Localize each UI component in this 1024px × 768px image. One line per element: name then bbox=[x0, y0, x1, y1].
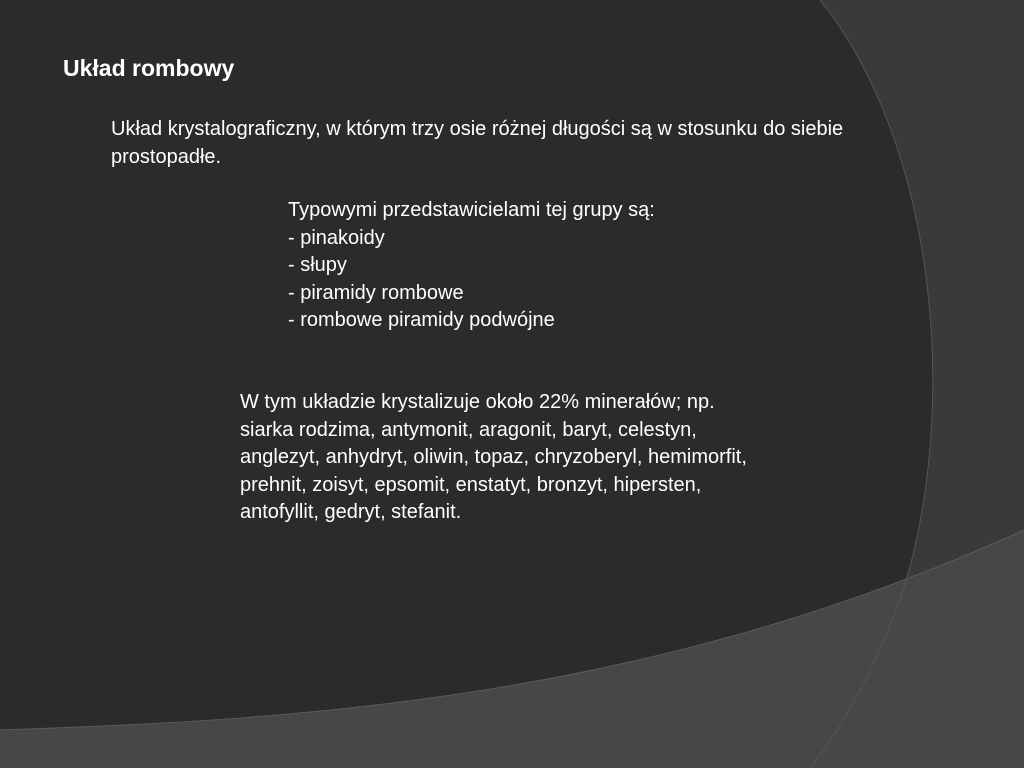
slide-title: Układ rombowy bbox=[63, 55, 235, 81]
list-item: - piramidy rombowe bbox=[288, 281, 464, 304]
representatives-heading: Typowymi przedstawicielami tej grupy są: bbox=[288, 199, 655, 221]
definition-text: Układ krystalograficzny, w którym trzy osie różnej długości są w stosunku do siebie prostopadłe. bbox=[111, 118, 844, 168]
list-item: - słupy bbox=[288, 254, 347, 276]
list-item: - rombowe piramidy podwójne bbox=[288, 309, 555, 331]
minerals-paragraph bbox=[240, 389, 940, 527]
representatives-block bbox=[288, 197, 888, 335]
list-item: - pinakoidy bbox=[288, 226, 385, 249]
minerals-line: siarka rodzima, antymonit, aragonit, baryt, celestyn, bbox=[240, 418, 697, 441]
minerals-line: prehnit, zoisyt, epsomit, enstatyt, bronzyt, hipersten, bbox=[240, 473, 702, 496]
minerals-line: anglezyt, anhydryt, oliwin, topaz, chryzoberyl, hemimorfit, bbox=[240, 446, 747, 468]
minerals-line: W tym układzie krystalizuje około 22% minerałów; np. bbox=[240, 391, 715, 413]
minerals-line: antofyllit, gedryt, stefanit. bbox=[240, 501, 462, 523]
